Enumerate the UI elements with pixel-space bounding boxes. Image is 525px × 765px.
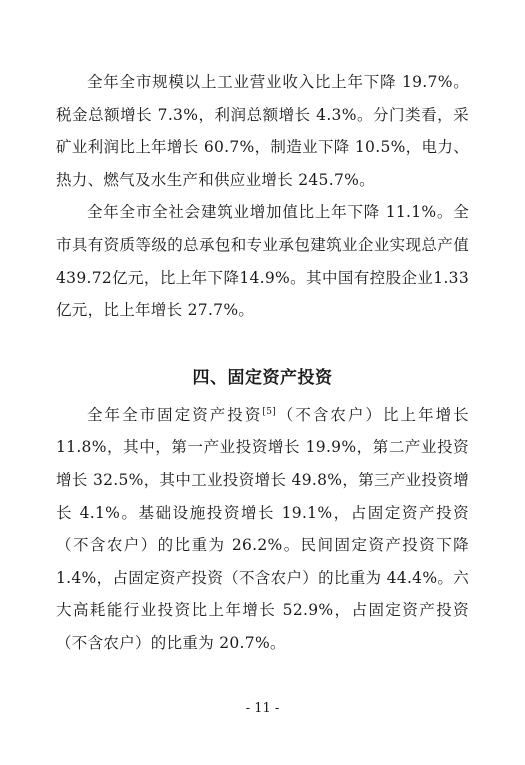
- page-number: - 11 -: [245, 701, 280, 716]
- paragraph-industry-revenue: 全年全市规模以上工业营业收入比上年下降 19.7%。税金总额增长 7.3%，利润总额增长 4.3%。分门类看，采矿业利润比上年增长 60.7%，制造业下降 10.5%，电力、热力、燃气及水生产和供应业增长 245.7%。: [56, 73, 469, 189]
- footnote-reference: [5]: [262, 406, 277, 417]
- paragraph-construction: 全年全市全社会建筑业增加值比上年下降 11.1%。全市具有资质等级的总承包和专业承包建筑业企业实现总产值439.72亿元，比上年下降14.9%。其中国有控股企业1.33亿元，比上年增长 27.7%。: [56, 203, 469, 320]
- paragraph-fixed-asset-investment: [56, 399, 469, 660]
- paragraph-text-rest: （不含农户）比上年增长 11.8%，其中，第一产业投资增长 19.9%，第二产业投资增长 32.5%，其中工业投资增长 49.8%，第三产业投资增长 4.1%。基础设施投资增长 19.1%，占固定资产投资（不含农户）的比重为 26.2%。民间固定资产投资下降 1.4%，占固定资产投资（不含农户）的比重为 44.4%。六大高耗能行业投资比上年增长 52.9%，占固定资产投资（不含农户）的比重为 20.7%。: [56, 405, 469, 652]
- section-heading: 四、固定资产投资: [192, 367, 333, 388]
- paragraph-text-start: 全年全市固定资产投资: [87, 405, 263, 424]
- document-body: [56, 66, 469, 660]
